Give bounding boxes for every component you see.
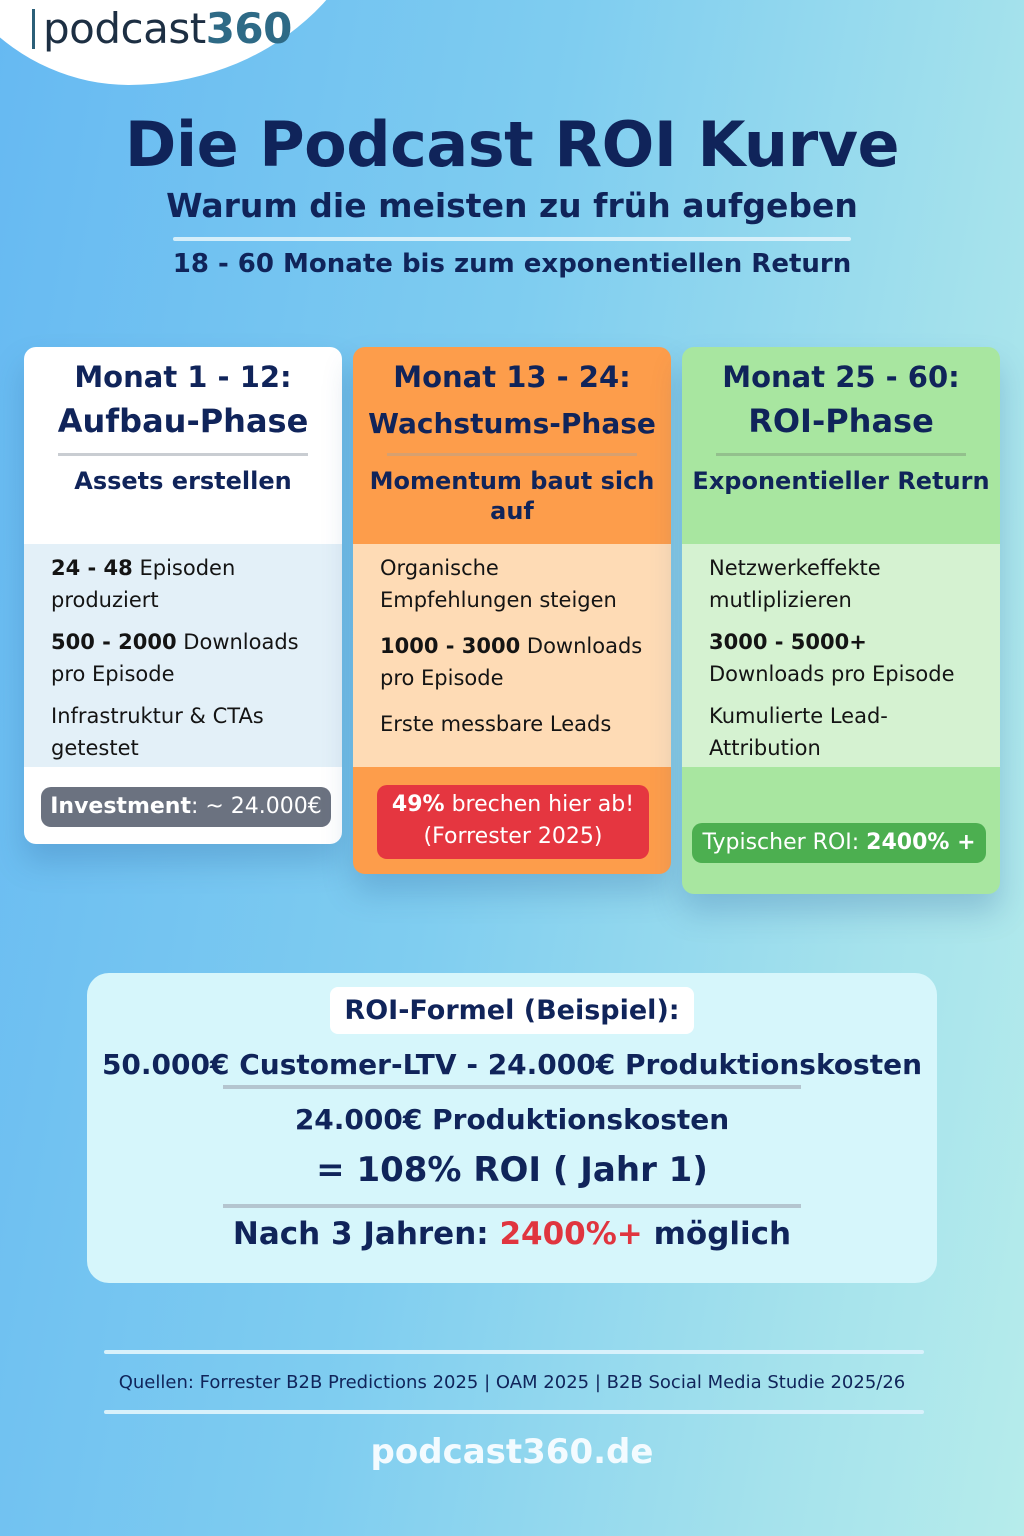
- dropout-badge: [377, 785, 649, 859]
- header-divider: [173, 237, 851, 241]
- page-title: Die Podcast ROI Kurve: [124, 108, 900, 181]
- phase-card-header: [682, 347, 1000, 544]
- final-prefix: Nach 3 Jahren:: [232, 1216, 500, 1252]
- item-text: Erste messbare Leads: [380, 712, 612, 736]
- final-highlight: 2400%+: [499, 1216, 643, 1252]
- phase-item: [380, 630, 655, 694]
- sources-divider-bottom: [104, 1410, 924, 1414]
- brand-logo: [32, 4, 292, 53]
- phase-item: [709, 700, 984, 764]
- logo-bar-icon: [32, 9, 35, 49]
- logo-text: podcast: [43, 4, 206, 53]
- item-text: Organische Empfehlungen steigen: [380, 556, 617, 612]
- badge-value: : ~ 24.000€: [190, 794, 322, 819]
- item-text: Downloads pro Episode: [709, 662, 955, 686]
- item-text: Infrastruktur & CTAs getestet: [51, 704, 264, 760]
- phase-item: [709, 626, 984, 690]
- sources-text: Quellen: Forrester B2B Predictions 2025 | OAM 2025 | B2B Social Media Studie 2025/26: [118, 1372, 906, 1393]
- sources-divider-top: [104, 1350, 924, 1354]
- formula-divider: [223, 1204, 801, 1208]
- phase-focus: Assets erstellen: [74, 467, 292, 495]
- badge-label: Typischer ROI:: [702, 830, 867, 855]
- phase-card-header: [24, 347, 342, 544]
- phase-range: Monat 1 - 12:: [74, 360, 292, 394]
- item-number: 24 - 48: [51, 556, 133, 580]
- badge-value: 2400% +: [866, 830, 976, 855]
- badge-text: brechen hier ab!: [444, 792, 635, 817]
- footer-url-link[interactable]: podcast360.de: [370, 1432, 654, 1472]
- formula-denominator: 24.000€ Produktionskosten: [294, 1103, 730, 1136]
- phase-divider: [387, 453, 637, 456]
- item-text: Netzwerkeffekte mutliplizieren: [709, 556, 881, 612]
- roi-formula-box: [87, 973, 937, 1283]
- formula-result: = 108% ROI ( Jahr 1): [316, 1150, 708, 1190]
- item-number: 500 - 2000: [51, 630, 177, 654]
- page-tagline: 18 - 60 Monate bis zum exponentiellen Return: [172, 249, 852, 279]
- investment-badge: [41, 787, 331, 827]
- phase-item: [51, 626, 326, 690]
- item-text: Downloads pro Episode: [51, 630, 299, 686]
- phase-item: [380, 708, 655, 740]
- badge-label: Investment: [50, 794, 191, 819]
- fraction-bar: [223, 1085, 801, 1089]
- page-subtitle: Warum die meisten zu früh aufgeben: [166, 186, 858, 225]
- phase-card-roi: [682, 347, 1000, 894]
- roi-badge: [692, 823, 986, 863]
- phase-item: [709, 552, 984, 616]
- formula-numerator: 50.000€ Customer-LTV - 24.000€ Produktionskosten: [101, 1048, 923, 1081]
- phase-card-aufbau: [24, 347, 342, 844]
- badge-source: (Forrester 2025): [423, 824, 603, 849]
- badge-percent: 49%: [391, 792, 445, 817]
- phase-card-wachstum: [353, 347, 671, 874]
- phase-card-body: [353, 544, 671, 767]
- final-suffix: möglich: [642, 1216, 792, 1252]
- phase-item: [51, 552, 326, 616]
- logo-number: 360: [205, 4, 292, 53]
- phase-item: [51, 700, 326, 764]
- item-number: 3000 - 5000+: [709, 630, 867, 654]
- phase-name: Aufbau-Phase: [57, 402, 309, 440]
- phase-card-body: [682, 544, 1000, 767]
- phase-card-header: [353, 347, 671, 544]
- phase-name: Wachstums-Phase: [368, 407, 656, 440]
- item-text: Kumulierte Lead-Attribution: [709, 704, 888, 760]
- item-text: Downloads pro Episode: [380, 634, 643, 690]
- phase-divider: [716, 453, 966, 456]
- phase-name: ROI-Phase: [748, 402, 934, 440]
- phase-item: [380, 552, 655, 616]
- phase-focus: Momentum baut sich auf: [369, 467, 655, 525]
- formula-final: [87, 1216, 937, 1252]
- phase-range: Monat 25 - 60:: [722, 360, 960, 394]
- phase-divider: [58, 453, 308, 456]
- formula-label: ROI-Formel (Beispiel):: [330, 987, 693, 1034]
- item-number: 1000 - 3000: [380, 634, 521, 658]
- phase-range: Monat 13 - 24:: [393, 360, 631, 394]
- phase-focus: Exponentieller Return: [692, 467, 990, 495]
- phase-card-body: [24, 544, 342, 767]
- item-text: Episoden produziert: [51, 556, 236, 612]
